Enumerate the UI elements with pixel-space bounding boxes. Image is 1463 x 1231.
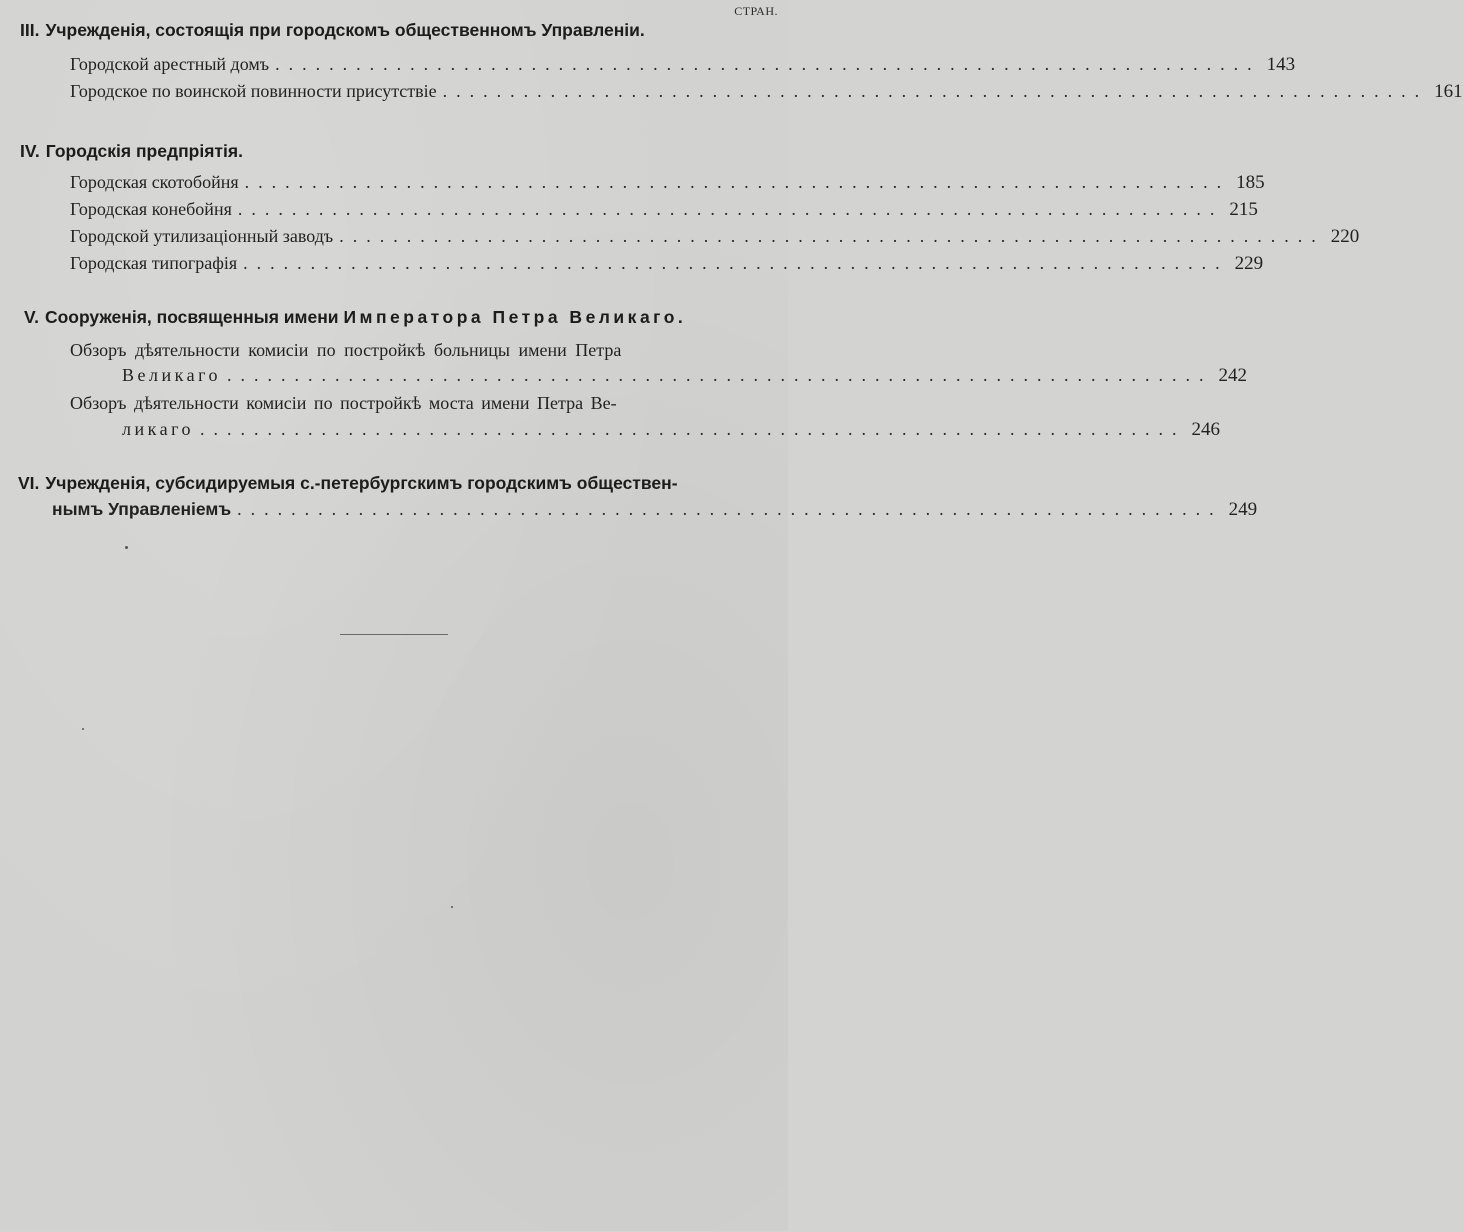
dot-leader: .........................................................................	[243, 253, 1229, 273]
toc-page-number: 143	[1266, 54, 1296, 75]
toc-page-number: 249	[1228, 499, 1258, 520]
toc-entry[interactable]	[70, 81, 1463, 103]
section-roman-numeral: IV.	[20, 141, 40, 161]
toc-entry[interactable]	[52, 499, 1258, 521]
toc-page-number: 161	[1434, 81, 1463, 102]
dot-leader: .........................................................................	[339, 226, 1325, 246]
toc-entry-label: Городское по воинской повинности присутствіе	[70, 81, 437, 101]
divider-rule	[340, 634, 448, 635]
toc-entry[interactable]	[70, 54, 1296, 76]
section-title-part2: Императора Петра Великаго.	[343, 307, 687, 327]
toc-entry[interactable]	[70, 172, 1265, 194]
toc-page-number: 246	[1191, 419, 1221, 440]
toc-entry-label: Городская скотобойня	[70, 172, 239, 192]
dot-leader: .........................................................................	[275, 54, 1261, 74]
toc-entry-label: Городская конебойня	[70, 199, 232, 219]
toc-entry-label: Городской арестный домъ	[70, 54, 270, 74]
toc-entry-label: Городская типографія	[70, 253, 238, 273]
section-title-part1: Сооруженія, посвященныя имени	[44, 307, 339, 327]
dot-leader: .........................................................................	[244, 172, 1231, 192]
dot-leader: .........................................................................	[237, 499, 1223, 519]
dot-leader: .........................................................................	[200, 419, 1186, 439]
toc-page-number: 185	[1236, 172, 1265, 193]
paper-speck	[82, 728, 84, 730]
toc-page-number: 242	[1218, 365, 1248, 386]
section-heading-vi	[18, 473, 678, 494]
section-heading-v	[24, 307, 686, 328]
toc-entry[interactable]	[122, 365, 1248, 387]
toc-page-number: 220	[1330, 226, 1360, 247]
section-heading-iii	[20, 20, 645, 41]
toc-page-number: 215	[1229, 199, 1258, 220]
toc-entry-label: Городской утилизаціонный заводъ	[70, 226, 334, 246]
section-title: Городскія предпріятія.	[45, 141, 243, 161]
paper-speck	[451, 906, 453, 908]
toc-entry[interactable]	[70, 226, 1360, 248]
dot-leader: .........................................................................	[227, 365, 1213, 385]
section-roman-numeral: III.	[20, 20, 40, 40]
dot-leader: .........................................................................	[237, 199, 1224, 219]
toc-entry[interactable]	[70, 199, 1258, 221]
page-column-header: СТРАН.	[734, 4, 778, 18]
toc-entry-label: Великаго	[122, 365, 222, 385]
toc-entry-label: ликаго	[122, 419, 195, 439]
toc-entry-line1: Обзоръ дѣятельности комисіи по постройкѣ моста имени Петра Ве-	[70, 393, 617, 413]
section-roman-numeral: VI.	[18, 473, 40, 493]
toc-entry[interactable]	[122, 419, 1221, 441]
paper-speck	[125, 546, 128, 549]
section-title-line2: нымъ Управленіемъ	[52, 499, 232, 519]
toc-page-number: 229	[1234, 253, 1264, 274]
section-title-line1: Учрежденія, субсидируемыя с.-петербургскимъ городскимъ обществен-	[45, 473, 678, 493]
section-title: Учрежденія, состоящія при городскомъ общественномъ Управленіи.	[45, 20, 645, 40]
toc-entry[interactable]	[70, 253, 1264, 275]
section-roman-numeral: V.	[24, 307, 39, 327]
section-heading-iv	[20, 141, 243, 162]
toc-entry-line1: Обзоръ дѣятельности комисіи по постройкѣ больницы имени Петра	[70, 340, 622, 360]
dot-leader: .........................................................................	[442, 81, 1429, 101]
